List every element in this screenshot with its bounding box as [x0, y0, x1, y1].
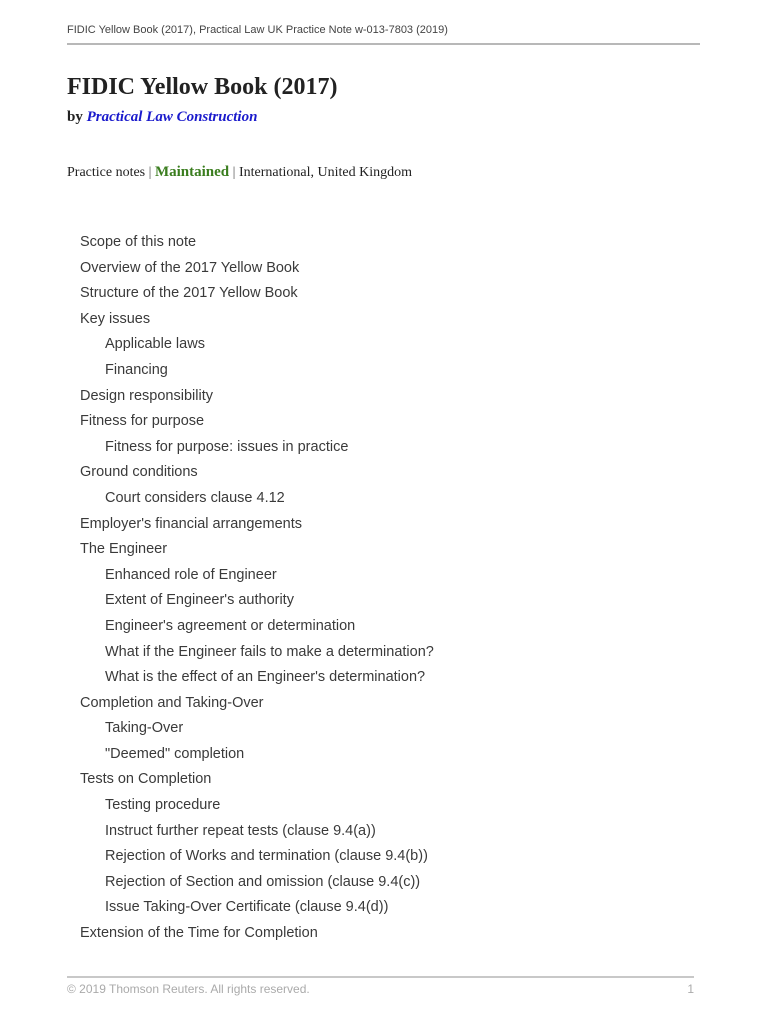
toc-item[interactable]: Tests on Completion [80, 771, 212, 788]
meta-separator: | [148, 165, 152, 180]
running-header: FIDIC Yellow Book (2017), Practical Law UK Practice Note w-013-7803 (2019) [67, 24, 448, 36]
toc-item[interactable]: Structure of the 2017 Yellow Book [80, 285, 298, 302]
page-number: 1 [687, 982, 694, 996]
toc-subitem[interactable]: Taking-Over [105, 720, 184, 737]
author-link[interactable]: Practical Law Construction [86, 109, 258, 125]
toc-item[interactable]: Employer's financial arrangements [80, 515, 302, 532]
document-type: Practice notes [67, 165, 146, 180]
byline [67, 109, 257, 126]
toc-item[interactable]: Design responsibility [80, 387, 213, 404]
toc-item[interactable]: Fitness for purpose [80, 413, 205, 430]
toc-subitem[interactable]: Testing procedure [105, 797, 221, 814]
header-divider [67, 43, 700, 45]
toc-subitem[interactable]: Rejection of Works and termination (clause 9.4(b)) [105, 848, 428, 865]
toc-item[interactable]: Key issues [80, 310, 151, 327]
toc-item[interactable]: Completion and Taking-Over [80, 694, 264, 711]
footer-divider [67, 976, 694, 978]
toc-subitem[interactable]: Instruct further repeat tests (clause 9.4(a)) [105, 822, 376, 839]
toc-subitem[interactable]: What is the effect of an Engineer's determination? [105, 669, 426, 686]
toc-subitem[interactable]: Enhanced role of Engineer [105, 566, 277, 583]
toc-subitem[interactable]: Issue Taking-Over Certificate (clause 9.4(d)) [105, 899, 389, 916]
toc-item[interactable]: Overview of the 2017 Yellow Book [80, 259, 300, 276]
toc-item[interactable]: Extension of the Time for Completion [80, 925, 318, 942]
toc-subitem[interactable]: Court considers clause 4.12 [105, 489, 285, 506]
toc-item[interactable]: Ground conditions [80, 464, 198, 481]
toc-subitem[interactable]: Fitness for purpose: issues in practice [105, 438, 349, 455]
copyright-notice: © 2019 Thomson Reuters. All rights reserved. [67, 982, 310, 996]
toc-subitem[interactable]: What if the Engineer fails to make a determination? [105, 643, 434, 660]
toc-item[interactable]: Scope of this note [80, 234, 197, 250]
document-title: FIDIC Yellow Book (2017) [67, 74, 338, 100]
toc-subitem[interactable]: Applicable laws [105, 336, 205, 353]
status-badge: Maintained [154, 164, 230, 180]
toc-subitem[interactable]: Extent of Engineer's authority [105, 592, 294, 609]
meta-separator: | [232, 165, 236, 180]
document-meta [67, 164, 412, 181]
toc-item[interactable]: The Engineer [80, 541, 168, 558]
byline-prefix: by [67, 109, 83, 125]
table-of-contents [80, 231, 434, 948]
jurisdiction: International, United Kingdom [238, 165, 412, 180]
toc-subitem[interactable]: Rejection of Section and omission (clause 9.4(c)) [105, 873, 421, 890]
toc-subitem[interactable]: Financing [105, 361, 168, 378]
toc-subitem[interactable]: "Deemed" completion [105, 745, 245, 762]
toc-subitem[interactable]: Engineer's agreement or determination [105, 617, 356, 634]
